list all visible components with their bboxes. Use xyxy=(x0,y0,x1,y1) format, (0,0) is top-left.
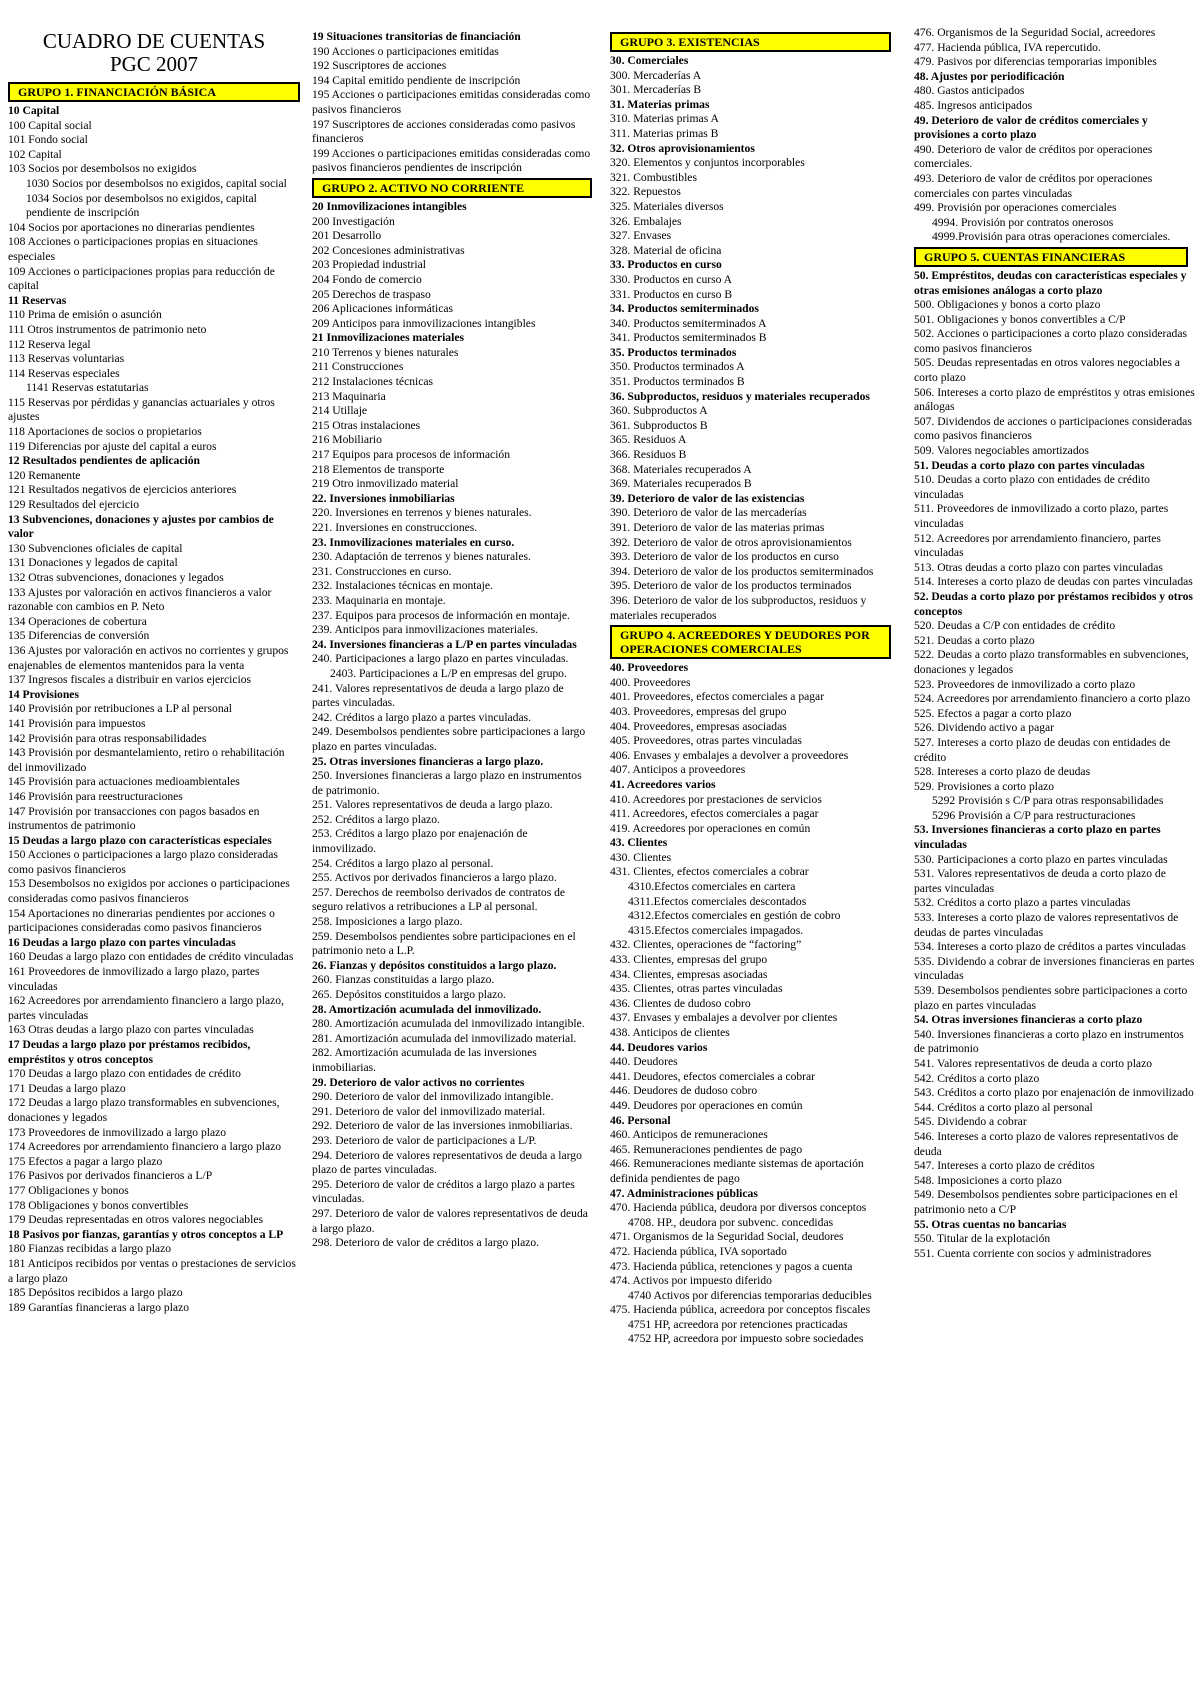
account-line: 281. Amortización acumulada del inmovilizado material. xyxy=(312,1031,577,1045)
account-line: 218 Elementos de transporte xyxy=(312,462,445,476)
column-2 xyxy=(312,30,592,1251)
account-line: 129 Resultados del ejercicio xyxy=(8,498,140,512)
account-line: 545. Dividendo a cobrar xyxy=(914,1115,1027,1129)
account-subgroup-heading: 31. Materias primas xyxy=(610,97,710,111)
account-subgroup-heading: 12 Resultados pendientes de aplicación xyxy=(8,454,200,468)
account-subgroup-heading: 24. Inversiones financieras a L/P en partes vinculadas xyxy=(312,637,577,651)
account-line: 532. Créditos a corto plazo a partes vinculadas xyxy=(914,896,1131,910)
account-line: 147 Provisión por transacciones con pagos basados en instrumentos de patrimonio xyxy=(8,804,260,833)
account-subgroup-heading: 29. Deterioro de valor activos no corrientes xyxy=(312,1075,525,1089)
account-line: 5296 Provisión a C/P para restructuraciones xyxy=(932,808,1136,822)
account-line: 241. Valores representativos de deuda a largo plazo de partes vinculadas. xyxy=(312,681,564,710)
title-line-2: PGC 2007 xyxy=(109,52,199,76)
column-3 xyxy=(610,30,900,1347)
account-line: 131 Donaciones y legados de capital xyxy=(8,556,178,570)
account-line: 297. Deterioro de valor de valores representativos de deuda a largo plazo. xyxy=(312,1206,588,1235)
account-line: 368. Materiales recuperados A xyxy=(610,462,752,476)
account-line: 350. Productos terminados A xyxy=(610,360,745,374)
account-line: 434. Clientes, empresas asociadas xyxy=(610,967,768,981)
account-line: 512. Acreedores por arrendamiento financiero, partes vinculadas xyxy=(914,531,1161,560)
account-line: 507. Dividendos de acciones o participaciones consideradas como pasivos financieros xyxy=(914,414,1192,443)
account-line: 242. Créditos a largo plazo a partes vinculadas. xyxy=(312,710,532,724)
account-line: 500. Obligaciones y bonos a corto plazo xyxy=(914,298,1101,312)
account-line: 476. Organismos de la Seguridad Social, acreedores xyxy=(914,26,1156,39)
account-line: 265. Depósitos constituidos a largo plazo. xyxy=(312,988,506,1001)
account-line: 435. Clientes, otras partes vinculadas xyxy=(610,982,783,996)
account-line: 513. Otras deudas a corto plazo con partes vinculadas xyxy=(914,560,1163,574)
account-line: 406. Envases y embalajes a devolver a proveedores xyxy=(610,748,849,762)
account-subgroup-heading: 44. Deudores varios xyxy=(610,1040,708,1054)
account-line: 237. Equipos para procesos de información en montaje. xyxy=(312,608,570,622)
account-line: 118 Aportaciones de socios o propietarios xyxy=(8,425,202,439)
account-line: 546. Intereses a corto plazo de valores representativos de deuda xyxy=(914,1129,1179,1158)
account-line: 4740 Activos por diferencias temporarias deducibles xyxy=(628,1288,872,1302)
account-subgroup-heading: 22. Inversiones inmobiliarias xyxy=(312,491,455,505)
account-line: 550. Titular de la explotación xyxy=(914,1232,1051,1246)
account-line: 533. Intereses a corto plazo de valores representativos de deudas de partes vinculadas xyxy=(914,911,1179,939)
account-line: 466. Remuneraciones mediante sistemas de aportación definida pendientes de pago xyxy=(610,1157,864,1185)
account-line: 232. Instalaciones técnicas en montaje. xyxy=(312,579,493,593)
account-line: 301. Mercaderías B xyxy=(610,83,702,97)
account-line: 475. Hacienda pública, acreedora por conceptos fiscales xyxy=(610,1303,871,1317)
account-line: 433. Clientes, empresas del grupo xyxy=(610,953,768,967)
account-subgroup-heading: 32. Otros aprovisionamientos xyxy=(610,141,755,155)
account-line: 110 Prima de emisión o asunción xyxy=(8,308,162,322)
account-line: 541. Valores representativos de deuda a corto plazo xyxy=(914,1056,1153,1070)
account-line: 108 Acciones o participaciones propias en situaciones especiales xyxy=(8,235,258,263)
account-line: 199 Acciones o participaciones emitidas consideradas como pasivos financieros pendientes de inscripción xyxy=(312,146,591,175)
account-line: 204 Fondo de comercio xyxy=(312,272,422,286)
account-line: 142 Provisión para otras responsabilidades xyxy=(8,731,207,745)
account-line: 320. Elementos y conjuntos incorporables xyxy=(610,156,805,170)
account-line: 211 Construcciones xyxy=(312,360,404,374)
account-line: 170 Deudas a largo plazo con entidades de crédito xyxy=(8,1067,241,1081)
account-line: 535. Dividendo a cobrar de inversiones financieras en partes vinculadas xyxy=(914,954,1195,983)
account-line: 4310.Efectos comerciales en cartera xyxy=(628,880,796,894)
account-subgroup-heading: 16 Deudas a largo plazo con partes vinculadas xyxy=(8,935,236,949)
account-line: 395. Deterioro de valor de los productos terminados xyxy=(610,579,852,593)
account-line: 210 Terrenos y bienes naturales xyxy=(312,345,459,359)
account-line: 115 Reservas por pérdidas y ganancias actuariales y otros ajustes xyxy=(8,395,275,424)
account-line: 130 Subvenciones oficiales de capital xyxy=(8,541,183,555)
account-line: 366. Residuos B xyxy=(610,448,687,462)
account-subgroup-heading: 49. Deterioro de valor de créditos comerciales y provisiones a corto plazo xyxy=(914,113,1148,142)
account-line: 460. Anticipos de remuneraciones xyxy=(610,1128,768,1142)
account-line: 528. Intereses a corto plazo de deudas xyxy=(914,765,1091,779)
account-line: 134 Operaciones de cobertura xyxy=(8,614,147,628)
account-line: 490. Deterioro de valor de créditos por operaciones comerciales. xyxy=(914,142,1153,171)
account-line: 300. Mercaderías A xyxy=(610,68,702,82)
account-line: 153 Desembolsos no exigidos por acciones o participaciones consideradas como pasivos financieros xyxy=(8,877,290,906)
account-line: 403. Proveedores, empresas del grupo xyxy=(610,704,787,718)
account-line: 1034 Socios por desembolsos no exigidos, capital pendiente de inscripción xyxy=(26,191,257,220)
account-line: 440. Deudores xyxy=(610,1055,678,1069)
account-line: 172 Deudas a largo plazo transformables en subvenciones, donaciones y legados xyxy=(8,1096,280,1124)
account-line: 341. Productos semiterminados B xyxy=(610,331,767,345)
account-line: 203 Propiedad industrial xyxy=(312,258,426,272)
account-line: 240. Participaciones a largo plazo en partes vinculadas. xyxy=(312,652,569,666)
account-line: 501. Obligaciones y bonos convertibles a C/P xyxy=(914,312,1126,326)
account-line: 280. Amortización acumulada del inmovilizado intangible. xyxy=(312,1017,585,1031)
account-line: 216 Mobiliario xyxy=(312,433,382,447)
account-line: 401. Proveedores, efectos comerciales a pagar xyxy=(610,690,825,704)
account-line: 369. Materiales recuperados B xyxy=(610,477,752,491)
account-line: 255. Activos por derivados financieros a largo plazo. xyxy=(312,871,557,885)
account-line: 511. Proveedores de inmovilizado a corto plazo, partes vinculadas xyxy=(914,502,1169,530)
account-line: 212 Instalaciones técnicas xyxy=(312,375,434,389)
account-line: 543. Créditos a corto plazo por enajenación de inmovilizado xyxy=(914,1086,1194,1100)
account-subgroup-heading: 50. Empréstitos, deudas con características especiales y otras emisiones análogas a corto plazo xyxy=(914,268,1187,297)
account-line: 540. Inversiones financieras a corto plazo en instrumentos de patrimonio xyxy=(914,1027,1184,1056)
account-line: 292. Deterioro de valor de las inversiones inmobiliarias. xyxy=(312,1119,573,1133)
account-line: 4999.Provisión para otras operaciones comerciales. xyxy=(932,230,1171,244)
account-line: 185 Depósitos recibidos a largo plazo xyxy=(8,1286,183,1300)
account-line: 351. Productos terminados B xyxy=(610,375,745,389)
account-line: 215 Otras instalaciones xyxy=(312,418,421,432)
column-1-content xyxy=(8,82,300,1315)
account-line: 2403. Participaciones a L/P en empresas del grupo. xyxy=(330,666,567,680)
account-line: 250. Inversiones financieras a largo plazo en instrumentos de patrimonio. xyxy=(312,769,582,797)
account-line: 502. Acciones o participaciones a corto plazo consideradas como pasivos financieros xyxy=(914,327,1187,355)
account-line: 293. Deterioro de valor de participaciones a L/P. xyxy=(312,1133,537,1147)
account-line: 499. Provisión por operaciones comerciales xyxy=(914,201,1117,215)
account-subgroup-heading: 15 Deudas a largo plazo con características especiales xyxy=(8,833,272,847)
column-4-content xyxy=(914,26,1196,1261)
account-line: 253. Créditos a largo plazo por enajenación de inmovilizado. xyxy=(312,827,528,856)
account-line: 178 Obligaciones y bonos convertibles xyxy=(8,1198,189,1212)
account-subgroup-heading: 40. Proveedores xyxy=(610,661,689,675)
account-line: 295. Deterioro de valor de créditos a largo plazo a partes vinculadas. xyxy=(312,1177,575,1206)
account-subgroup-heading: 19 Situaciones transitorias de financiación xyxy=(312,30,521,43)
account-line: 430. Clientes xyxy=(610,850,672,864)
account-line: 539. Desembolsos pendientes sobre participaciones a corto plazo en partes vinculadas xyxy=(914,984,1188,1012)
account-line: 260. Fianzas constituidas a largo plazo. xyxy=(312,973,495,987)
account-line: 514. Intereses a corto plazo de deudas con partes vinculadas xyxy=(914,575,1193,589)
account-line: 465. Remuneraciones pendientes de pago xyxy=(610,1142,803,1156)
account-subgroup-heading: 46. Personal xyxy=(610,1113,671,1127)
account-line: 258. Imposiciones a largo plazo. xyxy=(312,915,463,929)
account-line: 322. Repuestos xyxy=(610,185,681,199)
account-line: 192 Suscriptores de acciones xyxy=(312,59,447,73)
account-line: 102 Capital xyxy=(8,147,62,161)
account-line: 493. Deterioro de valor de créditos por operaciones comerciales con partes vinculadas xyxy=(914,171,1153,200)
account-line: 474. Activos por impuesto diferido xyxy=(610,1274,772,1288)
account-line: 294. Deterioro de valores representativos de deuda a largo plazo de partes vinculadas. xyxy=(312,1148,582,1177)
account-line: 547. Intereses a corto plazo de créditos xyxy=(914,1159,1095,1173)
account-line: 195 Acciones o participaciones emitidas consideradas como pasivos financieros xyxy=(312,88,591,116)
account-line: 391. Deterioro de valor de las materias primas xyxy=(610,521,825,534)
account-subgroup-heading: 35. Productos terminados xyxy=(610,345,737,359)
account-line: 114 Reservas especiales xyxy=(8,366,120,380)
account-line: 176 Pasivos por derivados financieros a L/P xyxy=(8,1169,213,1183)
account-line: 177 Obligaciones y bonos xyxy=(8,1183,129,1197)
account-line: 449. Deudores por operaciones en común xyxy=(610,1098,803,1112)
account-line: 109 Acciones o participaciones propias para reducción de capital xyxy=(8,264,275,293)
account-subgroup-heading: 55. Otras cuentas no bancarias xyxy=(914,1217,1067,1231)
group-heading: GRUPO 5. CUENTAS FINANCIERAS xyxy=(914,247,1188,267)
account-line: 163 Otras deudas a largo plazo con partes vinculadas xyxy=(8,1023,254,1037)
account-subgroup-heading: 48. Ajustes por periodificación xyxy=(914,69,1065,83)
account-subgroup-heading: 51. Deudas a corto plazo con partes vinculadas xyxy=(914,458,1145,472)
account-subgroup-heading: 23. Inmovilizaciones materiales en curso. xyxy=(312,535,515,549)
account-line: 509. Valores negociables amortizados xyxy=(914,444,1089,458)
account-subgroup-heading: 25. Otras inversiones financieras a largo plazo. xyxy=(312,754,544,768)
account-line: 365. Residuos A xyxy=(610,433,687,447)
account-line: 161 Proveedores de inmovilizado a largo plazo, partes vinculadas xyxy=(8,965,260,993)
account-line: 419. Acreedores por operaciones en común xyxy=(610,821,811,835)
account-line: 249. Desembolsos pendientes sobre participaciones a largo plazo en partes vinculadas. xyxy=(312,725,586,753)
account-line: 432. Clientes, operaciones de “factoring” xyxy=(610,938,802,952)
account-line: 150 Acciones o participaciones a largo plazo consideradas como pasivos financieros xyxy=(8,848,278,876)
account-line: 154 Aportaciones no dinerarias pendientes por acciones o participaciones consideradas como pasivos financieros xyxy=(8,906,275,935)
account-line: 400. Proveedores xyxy=(610,675,691,689)
account-line: 544. Créditos a corto plazo al personal xyxy=(914,1100,1093,1114)
account-line: 202 Concesiones administrativas xyxy=(312,243,465,257)
account-line: 441. Deudores, efectos comerciales a cobrar xyxy=(610,1069,816,1083)
group-heading: GRUPO 3. EXISTENCIAS xyxy=(610,32,891,52)
account-line: 392. Deterioro de valor de otros aprovisionamientos xyxy=(610,535,852,549)
account-line: 298. Deterioro de valor de créditos a largo plazo. xyxy=(312,1236,540,1250)
account-line: 189 Garantías financieras a largo plazo xyxy=(8,1300,190,1314)
column-2-content xyxy=(312,30,592,1251)
account-line: 4315.Efectos comerciales impagados. xyxy=(628,923,804,937)
account-line: 405. Proveedores, otras partes vinculadas xyxy=(610,734,802,748)
account-line: 340. Productos semiterminados A xyxy=(610,316,767,330)
account-line: 181 Anticipos recibidos por ventas o prestaciones de servicios a largo plazo xyxy=(8,1256,296,1285)
account-line: 214 Utillaje xyxy=(312,404,368,418)
account-line: 479. Pasivos por diferencias temporarias imponibles xyxy=(914,55,1157,69)
account-subgroup-heading: 54. Otras inversiones financieras a corto plazo xyxy=(914,1013,1143,1027)
account-subgroup-heading: 30. Comerciales xyxy=(610,54,689,67)
account-line: 175 Efectos a pagar a largo plazo xyxy=(8,1154,163,1168)
account-subgroup-heading: 17 Deudas a largo plazo por préstamos recibidos, empréstitos y otros conceptos xyxy=(8,1038,251,1066)
account-line: 201 Desarrollo xyxy=(312,229,382,243)
account-line: 530. Participaciones a corto plazo en partes vinculadas xyxy=(914,852,1168,866)
account-line: 325. Materiales diversos xyxy=(610,199,724,213)
account-line: 5292 Provisión s C/P para otras responsabilidades xyxy=(932,794,1164,808)
account-line: 4751 HP, acreedora por retenciones practicadas xyxy=(628,1317,848,1331)
account-line: 328. Material de oficina xyxy=(610,243,722,257)
group-heading: GRUPO 4. ACREEDORES Y DEUDORES POR OPERACIONES COMERCIALES xyxy=(610,625,891,659)
account-line: 551. Cuenta corriente con socios y administradores xyxy=(914,1246,1152,1260)
account-line: 531. Valores representativos de deuda a corto plazo de partes vinculadas xyxy=(914,867,1166,895)
account-line: 217 Equipos para procesos de información xyxy=(312,448,511,462)
account-subgroup-heading: 47. Administraciones públicas xyxy=(610,1186,758,1200)
account-subgroup-heading: 21 Inmovilizaciones materiales xyxy=(312,331,464,345)
account-line: 120 Remanente xyxy=(8,468,81,482)
account-line: 394. Deterioro de valor de los productos semiterminados xyxy=(610,564,874,578)
account-line: 141 Provisión para impuestos xyxy=(8,716,146,730)
account-line: 472. Hacienda pública, IVA soportado xyxy=(610,1244,787,1258)
account-subgroup-heading: 28. Amortización acumulada del inmovilizado. xyxy=(312,1002,542,1016)
account-line: 179 Deudas representadas en otros valores negociables xyxy=(8,1213,263,1227)
account-line: 112 Reserva legal xyxy=(8,337,91,351)
account-line: 239. Anticipos para inmovilizaciones materiales. xyxy=(312,623,539,637)
account-subgroup-heading: 43. Clientes xyxy=(610,836,668,850)
account-subgroup-heading: 53. Inversiones financieras a corto plazo en partes vinculadas xyxy=(914,823,1161,852)
account-line: 527. Intereses a corto plazo de deudas con entidades de crédito xyxy=(914,735,1171,764)
account-line: 407. Anticipos a proveedores xyxy=(610,763,746,777)
account-line: 119 Diferencias por ajuste del capital a euros xyxy=(8,439,217,453)
account-line: 254. Créditos a largo plazo al personal. xyxy=(312,856,494,870)
account-line: 521. Deudas a corto plazo xyxy=(914,633,1035,647)
account-line: 4994. Provisión por contratos onerosos xyxy=(932,215,1114,229)
account-subgroup-heading: 20 Inmovilizaciones intangibles xyxy=(312,199,467,213)
account-line: 219 Otro inmovilizado material xyxy=(312,477,459,491)
account-line: 100 Capital social xyxy=(8,118,92,132)
account-line: 446. Deudores de dudoso cobro xyxy=(610,1084,758,1098)
account-subgroup-heading: 39. Deterioro de valor de las existencias xyxy=(610,491,805,505)
account-line: 534. Intereses a corto plazo de créditos a partes vinculadas xyxy=(914,940,1186,954)
account-line: 326. Embalajes xyxy=(610,214,682,228)
account-line: 104 Socios por aportaciones no dinerarias pendientes xyxy=(8,220,255,234)
account-line: 1141 Reservas estatutarias xyxy=(26,381,149,395)
account-line: 510. Deudas a corto plazo con entidades de crédito vinculadas xyxy=(914,473,1150,501)
account-line: 282. Amortización acumulada de las inversiones inmobiliarias. xyxy=(312,1046,537,1074)
account-line: 361. Subproductos B xyxy=(610,418,708,432)
account-line: 330. Productos en curso A xyxy=(610,272,733,286)
account-line: 477. Hacienda pública, IVA repercutido. xyxy=(914,40,1101,54)
account-subgroup-heading: 26. Fianzas y depósitos constituidos a largo plazo. xyxy=(312,958,557,972)
column-4 xyxy=(914,26,1196,1261)
account-line: 438. Anticipos de clientes xyxy=(610,1026,730,1039)
account-line: 231. Construcciones en curso. xyxy=(312,564,452,578)
account-line: 136 Ajustes por valoración en activos no corrientes y grupos enajenables de elementos mantenidos para la venta xyxy=(8,643,289,672)
account-subgroup-heading: 13 Subvenciones, donaciones y ajustes por cambios de valor xyxy=(8,512,274,541)
account-subgroup-heading: 34. Productos semiterminados xyxy=(610,302,759,316)
account-line: 526. Dividendo activo a pagar xyxy=(914,721,1055,735)
account-line: 174 Acreedores por arrendamiento financiero a largo plazo xyxy=(8,1140,282,1154)
account-line: 404. Proveedores, empresas asociadas xyxy=(610,719,787,733)
document-title xyxy=(8,30,300,76)
account-line: 522. Deudas a corto plazo transformables en subvenciones, donaciones y legados xyxy=(914,648,1189,676)
account-line: 160 Deudas a largo plazo con entidades de crédito vinculadas xyxy=(8,950,294,964)
account-line: 230. Adaptación de terrenos y bienes naturales. xyxy=(312,550,531,564)
account-line: 523. Proveedores de inmovilizado a corto plazo xyxy=(914,677,1136,691)
account-line: 251. Valores representativos de deuda a largo plazo. xyxy=(312,798,553,812)
account-subgroup-heading: 18 Pasivos por fianzas, garantías y otros conceptos a LP xyxy=(8,1227,284,1241)
account-subgroup-heading: 14 Provisiones xyxy=(8,687,79,701)
account-line: 171 Deudas a largo plazo xyxy=(8,1081,126,1095)
account-line: 473. Hacienda pública, retenciones y pagos a cuenta xyxy=(610,1259,853,1273)
account-line: 137 Ingresos fiscales a distribuir en varios ejercicios xyxy=(8,673,252,687)
account-subgroup-heading: 52. Deudas a corto plazo por préstamos recibidos y otros conceptos xyxy=(914,589,1193,618)
account-line: 410. Acreedores por prestaciones de servicios xyxy=(610,792,822,806)
account-line: 121 Resultados negativos de ejercicios anteriores xyxy=(8,483,237,497)
title-line-1: CUADRO DE CUENTAS xyxy=(42,29,266,53)
account-line: 321. Combustibles xyxy=(610,170,697,184)
account-line: 205 Derechos de traspaso xyxy=(312,287,431,301)
account-subgroup-heading: 10 Capital xyxy=(8,104,60,117)
account-line: 4312.Efectos comerciales en gestión de cobro xyxy=(628,909,841,923)
account-line: 327. Envases xyxy=(610,229,672,243)
account-line: 197 Suscriptores de acciones consideradas como pasivos financieros xyxy=(312,117,576,146)
account-line: 485. Ingresos anticipados xyxy=(914,98,1033,112)
account-line: 221. Inversiones en construcciones. xyxy=(312,521,478,534)
account-line: 311. Materias primas B xyxy=(610,126,719,140)
account-line: 549. Desembolsos pendientes sobre participaciones en el patrimonio neto a C/P xyxy=(914,1188,1178,1216)
account-subgroup-heading: 11 Reservas xyxy=(8,293,67,307)
account-line: 390. Deterioro de valor de las mercaderías xyxy=(610,506,807,520)
account-line: 520. Deudas a C/P con entidades de crédito xyxy=(914,619,1116,633)
account-line: 103 Socios por desembolsos no exigidos xyxy=(8,162,197,176)
account-line: 146 Provisión para reestructuraciones xyxy=(8,789,183,803)
account-line: 101 Fondo social xyxy=(8,133,88,147)
account-line: 143 Provisión por desmantelamiento, retiro o rehabilitación del inmovilizado xyxy=(8,746,285,774)
account-subgroup-heading: 33. Productos en curso xyxy=(610,258,722,272)
account-line: 525. Efectos a pagar a corto plazo xyxy=(914,706,1072,720)
account-line: 209 Anticipos para inmovilizaciones intangibles xyxy=(312,316,536,330)
account-line: 132 Otras subvenciones, donaciones y legados xyxy=(8,571,224,584)
account-line: 529. Provisiones a corto plazo xyxy=(914,779,1055,793)
account-line: 393. Deterioro de valor de los productos en curso xyxy=(610,550,839,564)
group-heading: GRUPO 1. FINANCIACIÓN BÁSICA xyxy=(8,82,300,102)
account-line: 310. Materias primas A xyxy=(610,112,719,126)
account-line: 190 Acciones o participaciones emitidas xyxy=(312,44,499,58)
account-line: 194 Capital emitido pendiente de inscripción xyxy=(312,73,521,87)
account-line: 257. Derechos de reembolso derivados de contratos de seguro relativos a retribuciones a LP al personal. xyxy=(312,885,566,914)
account-line: 396. Deterioro de valor de los subproductos, residuos y materiales recuperados xyxy=(610,593,867,622)
account-line: 220. Inversiones en terrenos y bienes naturales. xyxy=(312,506,532,520)
account-line: 233. Maquinaria en montaje. xyxy=(312,593,446,607)
account-line: 133 Ajustes por valoración en activos financieros a valor razonable con cambios en P. Neto xyxy=(8,585,272,614)
account-line: 180 Fianzas recibidas a largo plazo xyxy=(8,1242,172,1256)
account-line: 4752 HP, acreedora por impuesto sobre sociedades xyxy=(628,1332,864,1346)
column-3-content xyxy=(610,32,900,1347)
account-subgroup-heading: 41. Acreedores varios xyxy=(610,777,716,791)
account-line: 173 Proveedores de inmovilizado a largo plazo xyxy=(8,1125,227,1139)
account-line: 4311.Efectos comerciales descontados xyxy=(628,894,807,908)
account-line: 291. Deterioro de valor del inmovilizado material. xyxy=(312,1104,546,1118)
account-line: 411. Acreedores, efectos comerciales a pagar xyxy=(610,807,819,821)
account-line: 470. Hacienda pública, deudora por diversos conceptos xyxy=(610,1201,867,1215)
account-subgroup-heading: 36. Subproductos, residuos y materiales recuperados xyxy=(610,389,870,403)
account-line: 524. Acreedores por arrendamiento financiero a corto plazo xyxy=(914,692,1191,706)
account-line: 331. Productos en curso B xyxy=(610,287,733,301)
account-line: 206 Aplicaciones informáticas xyxy=(312,302,454,316)
account-line: 437. Envases y embalajes a devolver por clientes xyxy=(610,1011,838,1025)
account-line: 290. Deterioro de valor del inmovilizado intangible. xyxy=(312,1090,554,1104)
account-line: 113 Reservas voluntarias xyxy=(8,352,125,366)
account-line: 145 Provisión para actuaciones medioambientales xyxy=(8,775,240,789)
account-line: 4708. HP., deudora por subvenc. concedidas xyxy=(628,1215,834,1229)
account-line: 1030 Socios por desembolsos no exigidos, capital social xyxy=(26,176,287,190)
account-line: 505. Deudas representadas en otros valores negociables a corto plazo xyxy=(914,356,1180,385)
account-line: 506. Intereses a corto plazo de empréstitos y otras emisiones análogas xyxy=(914,385,1195,414)
account-line: 480. Gastos anticipados xyxy=(914,84,1025,98)
account-line: 436. Clientes de dudoso cobro xyxy=(610,996,751,1010)
account-line: 259. Desembolsos pendientes sobre participaciones en el patrimonio neto a L.P. xyxy=(312,929,576,958)
account-line: 471. Organismos de la Seguridad Social, deudores xyxy=(610,1230,844,1244)
account-line: 111 Otros instrumentos de patrimonio neto xyxy=(8,322,207,336)
group-heading: GRUPO 2. ACTIVO NO CORRIENTE xyxy=(312,178,592,198)
account-line: 213 Maquinaria xyxy=(312,389,386,403)
column-1 xyxy=(8,30,300,1315)
account-line: 162 Acreedores por arrendamiento financiero a largo plazo, partes vinculadas xyxy=(8,994,284,1022)
account-line: 252. Créditos a largo plazo. xyxy=(312,812,440,826)
account-line: 360. Subproductos A xyxy=(610,404,708,418)
account-line: 548. Imposiciones a corto plazo xyxy=(914,1173,1062,1187)
account-line: 542. Créditos a corto plazo xyxy=(914,1071,1040,1085)
account-line: 431. Clientes, efectos comerciales a cobrar xyxy=(610,865,809,879)
account-line: 140 Provisión por retribuciones a LP al personal xyxy=(8,702,232,716)
account-line: 200 Investigación xyxy=(312,214,395,228)
account-line: 135 Diferencias de conversión xyxy=(8,629,150,643)
